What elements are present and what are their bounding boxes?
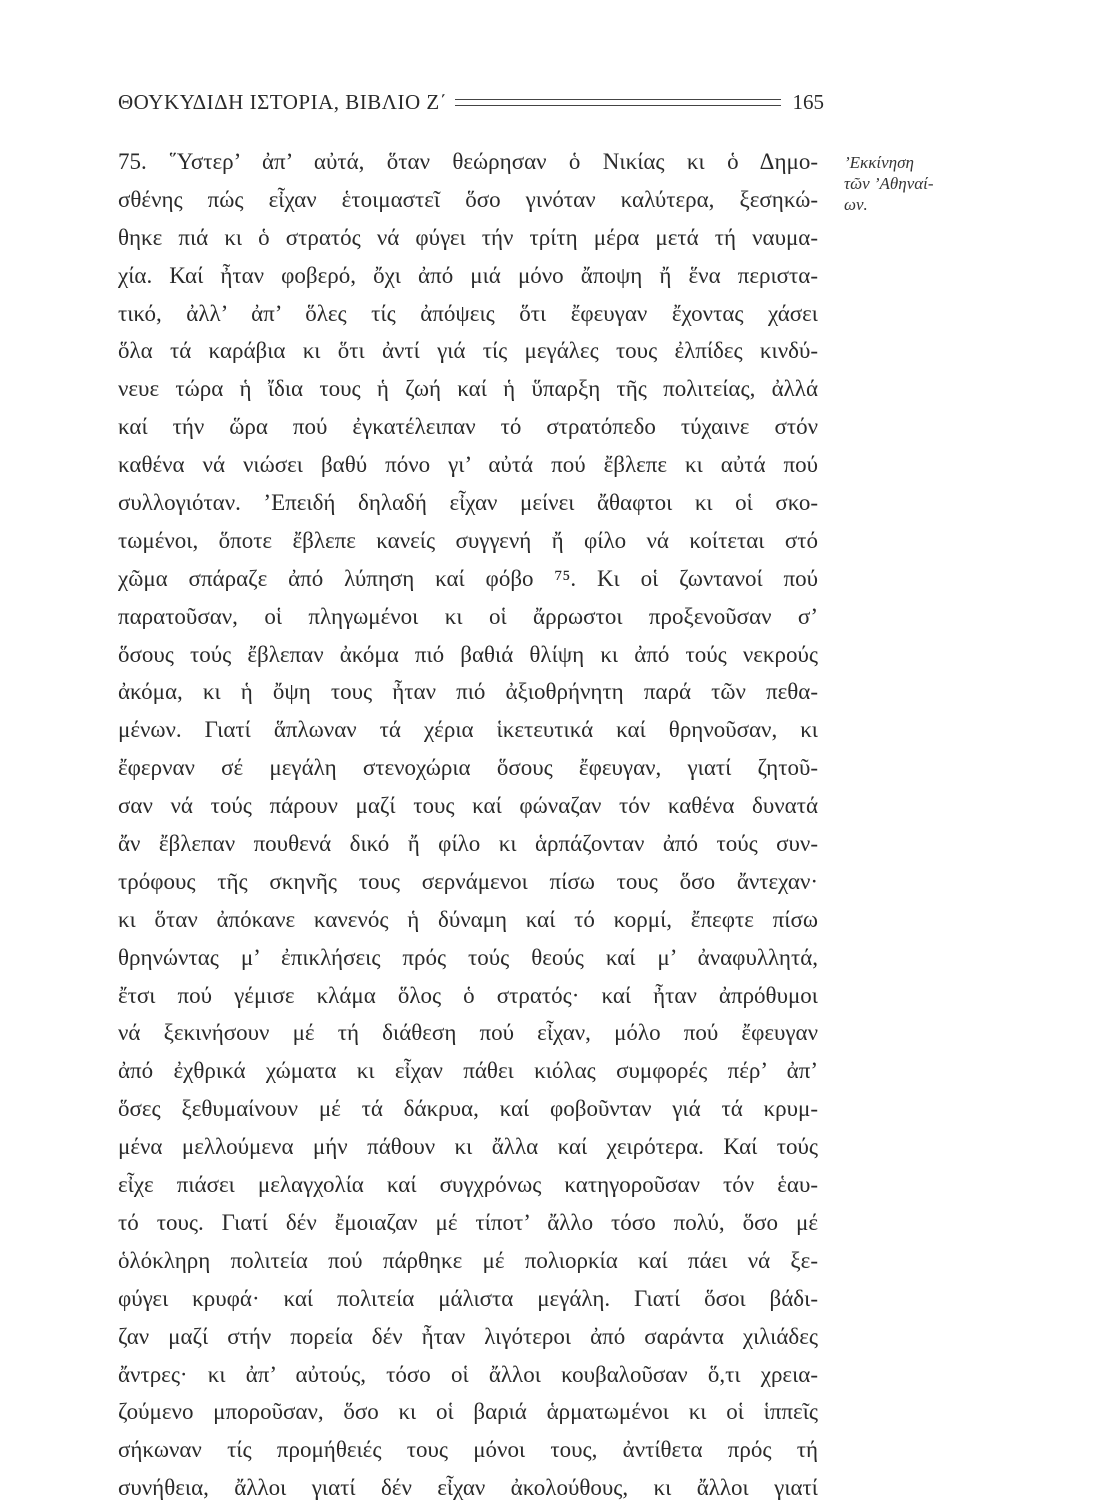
text-line: νευε τώρα ἡ ἴδια τους ἡ ζωή καί ἡ ὕπαρξη τῆς πολιτείας, ἀλλά [118, 376, 818, 402]
page-number: 165 [792, 89, 824, 114]
text-line: ζαν μαζί στήν πορεία δέν ἦταν λιγότεροι ἀπό σαράντα χιλιάδες [118, 1323, 818, 1349]
text-line: τό τους. Γιατί δέν ἔμοιαζαν μέ τίποτ’ ἄλλο τόσο πολύ, ὅσο μέ [118, 1209, 818, 1235]
body-text [118, 143, 818, 1507]
text-line: μένα μελλούμενα μήν πάθουν κι ἄλλα καί χειρότερα. Καί τούς [118, 1134, 818, 1160]
text-line: κι ὅταν ἀπόκανε κανενός ἡ δύναμη καί τό κορμί, ἔπεφτε πίσω [118, 906, 818, 932]
running-title: ΘΟΥΚΥΔΙΔΗ ΙΣΤΟΡΙΑ, ΒΙΒΛΙΟ Ζ΄ [118, 89, 448, 114]
text-line: ἀπό ἐχθρικά χώματα κι εἶχαν πάθει κιόλας συμφορές πέρ’ ἀπ’ [118, 1058, 818, 1084]
text-line: ἄν ἔβλεπαν πουθενά δικό ἤ φίλο κι ἁρπάζονταν ἀπό τούς συν- [118, 831, 818, 857]
margin-note-line: ων. [844, 195, 868, 214]
text-line: ἔφερναν σέ μεγάλη στενοχώρια ὅσους ἔφευγαν, γιατί ζητοῦ- [118, 755, 818, 781]
text-line: φύγει κρυφά· καί πολιτεία μάλιστα μεγάλη. Γιατί ὅσοι βάδι- [118, 1285, 818, 1311]
text-line: καί τήν ὥρα πού ἐγκατέλειπαν τό στρατόπεδο τύχαινε στόν [118, 414, 818, 440]
text-line: ὅλα τά καράβια κι ὅτι ἀντί γιά τίς μεγάλες τους ἐλπίδες κινδύ- [118, 338, 818, 364]
text-line: σαν νά τούς πάρουν μαζί τους καί φώναζαν τόν καθένα δυνατά [118, 793, 818, 819]
margin-note-line: τῶν ’Αθηναί- [844, 174, 934, 193]
text-line: εἶχε πιάσει μελαγχολία καί συγχρόνως κατηγοροῦσαν τόν ἑαυ- [118, 1172, 818, 1198]
text-line: ἔτσι πού γέμισε κλάμα ὅλος ὁ στρατός· καί ἦταν ἀπρόθυμοι [118, 982, 818, 1008]
text-line: ζούμενο μποροῦσαν, ὅσο κι οἱ βαριά ἁρματωμένοι κι οἱ ἱππεῖς [118, 1399, 818, 1425]
text-line: συλλογιόταν. ’Επειδή δηλαδή εἶχαν μείνει ἄθαφτοι κι οἱ σκο- [118, 490, 818, 516]
text-line: τικό, ἀλλ’ ἀπ’ ὅλες τίς ἀπόψεις ὅτι ἔφευγαν ἔχοντας χάσει [118, 300, 818, 326]
text-line: τρόφους τῆς σκηνῆς τους σερνάμενοι πίσω τους ὅσο ἄντεχαν· [118, 868, 818, 894]
text-line: θρηνώντας μ’ ἐπικλήσεις πρός τούς θεούς καί μ’ ἀναφυλλητά, [118, 944, 818, 970]
text-line: θηκε πιά κι ὁ στρατός νά φύγει τήν τρίτη μέρα μετά τή ναυμα- [118, 224, 818, 250]
text-line: τωμένοι, ὅποτε ἔβλεπε κανείς συγγενή ἤ φίλο νά κοίτεται στό [118, 527, 818, 553]
header-rule [455, 99, 780, 106]
margin-note [844, 152, 994, 215]
text-line: ὅσους τούς ἔβλεπαν ἀκόμα πιό βαθιά θλίψη κι ἀπό τούς νεκρούς [118, 641, 818, 667]
text-line: ἄντρες· κι ἀπ’ αὐτούς, τόσο οἱ ἄλλοι κουβαλοῦσαν ὅ,τι χρεια- [118, 1361, 818, 1387]
text-line: χία. Καί ἦταν φοβερό, ὄχι ἀπό μιά μόνο ἄποψη ἤ ἕνα περιστα- [118, 262, 818, 288]
text-line: μένων. Γιατί ἅπλωναν τά χέρια ἱκετευτικά καί θρηνοῦσαν, κι [118, 717, 818, 743]
text-line: συνήθεια, ἄλλοι γιατί δέν εἶχαν ἀκολούθους, κι ἄλλοι γιατί [118, 1475, 818, 1501]
text-line: ὁλόκληρη πολιτεία πού πάρθηκε μέ πολιορκία καί πάει νά ξε- [118, 1247, 818, 1273]
text-line: ἀκόμα, κι ἡ ὄψη τους ἦταν πιό ἀξιοθρήνητη παρά τῶν πεθα- [118, 679, 818, 705]
margin-note-line: ’Εκκίνηση [844, 153, 914, 172]
text-line: καθένα νά νιώσει βαθύ πόνο γι’ αὐτά πού ἔβλεπε κι αὐτά πού [118, 452, 818, 478]
text-line: σθένης πώς εἶχαν ἑτοιμαστεῖ ὅσο γινόταν καλύτερα, ξεσηκώ- [118, 186, 818, 212]
text-line: χῶμα σπάραζε ἀπό λύπηση καί φόβο ⁷⁵. Κι οἱ ζωντανοί πού [118, 565, 818, 591]
text-line: νά ξεκινήσουν μέ τή διάθεση πού εἶχαν, μόλο πού ἔφευγαν [118, 1020, 818, 1046]
text-line: παρατοῦσαν, οἱ πληγωμένοι κι οἱ ἄρρωστοι προξενοῦσαν σ’ [118, 603, 818, 629]
text-line: ὅσες ξεθυμαίνουν μέ τά δάκρυα, καί φοβοῦνταν γιά τά κρυμ- [118, 1096, 818, 1122]
text-line: σήκωναν τίς προμήθειές τους μόνοι τους, ἀντίθετα πρός τή [118, 1437, 818, 1463]
running-header [118, 85, 824, 119]
text-line: 75. ῞Υστερ’ ἀπ’ αὐτά, ὅταν θεώρησαν ὁ Νικίας κι ὁ Δημο- [118, 149, 818, 174]
